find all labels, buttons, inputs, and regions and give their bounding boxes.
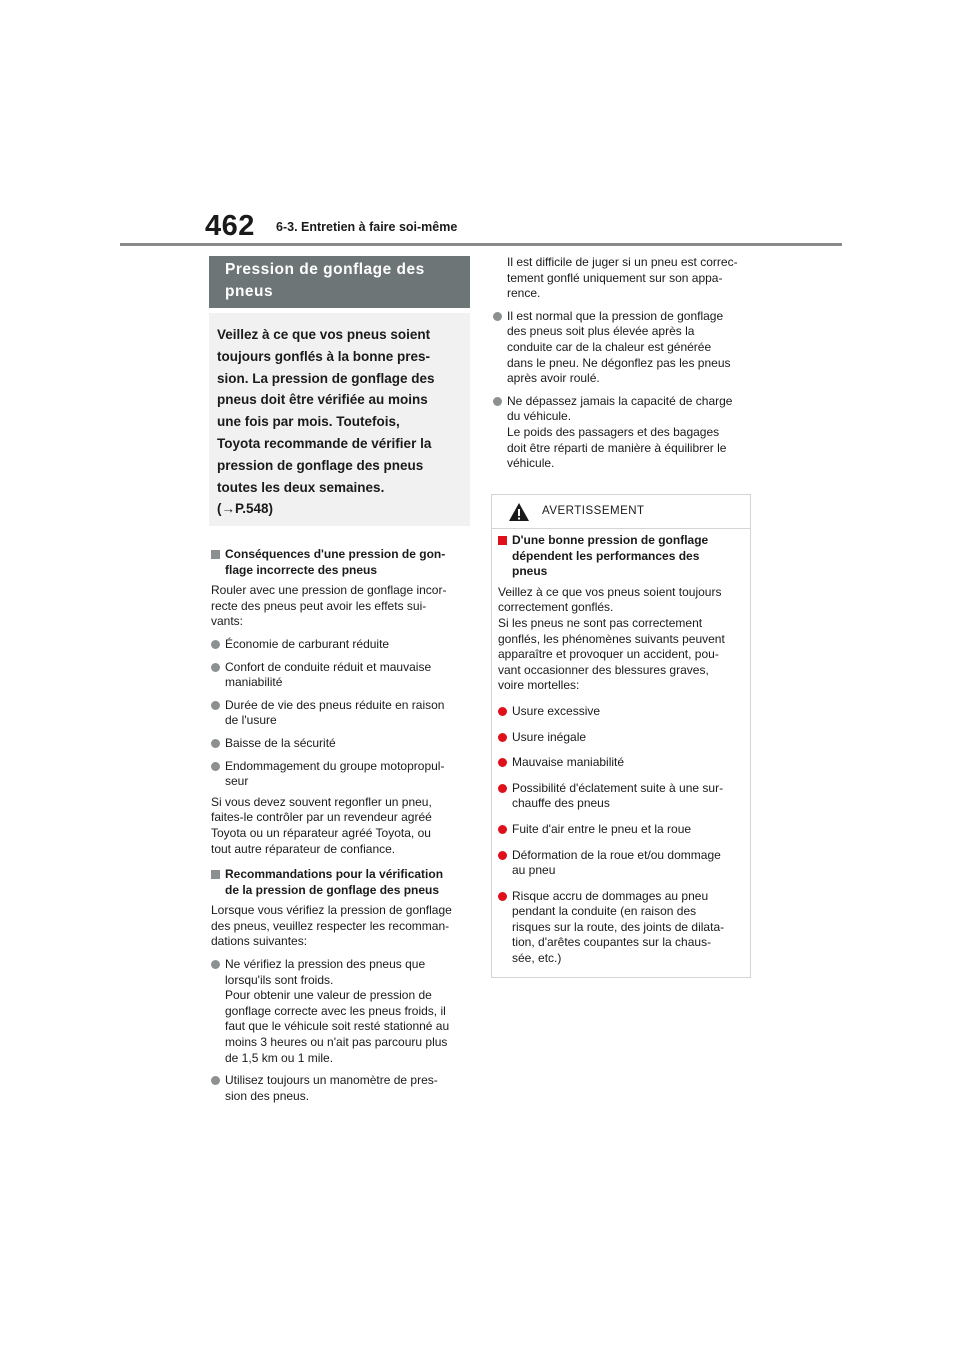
text-line: Usure excessive [512,703,601,718]
intro-line: une fois par mois. Toutefois, [217,414,400,430]
page-number: 462 [205,210,255,242]
text-line: gonflés, les phénomènes suivants peuvent [498,631,725,646]
bullet-icon [211,663,220,672]
text-line: rence. [507,286,541,301]
bullet-icon [498,784,507,793]
text-line: Toyota ou un réparateur agréé Toyota, ou [211,825,431,840]
bullet-icon [211,640,220,649]
intro-line: pneus doit être vérifiée au moins [217,392,428,408]
list-item [498,704,744,720]
text-line: apparaître et provoquer un accident, pou- [498,647,719,662]
bullet-icon [498,892,507,901]
list-item [211,957,473,1066]
text-line: doit être réparti de manière à équilibrer le [507,440,727,455]
text-line: recte des pneus peut avoir les effets sui- [211,598,427,613]
text-line: sée, etc.) [512,951,562,966]
bullet-icon [211,701,220,710]
text-line: Utilisez toujours un manomètre de pres- [225,1073,438,1088]
text-line: Il est normal que la pression de gonflage [507,308,724,323]
text-line: Lorsque vous vérifiez la pression de gonflage [211,903,452,918]
text-line: tion, d'arêtes coupantes sur la chaus- [512,935,712,950]
bullet-icon [498,851,507,860]
list-item [211,637,473,653]
text-line: Confort de conduite réduit et mauvaise [225,659,432,674]
text-line: Si les pneus ne sont pas correctement [498,615,703,630]
text-line: des pneus, veuillez respecter les recomman- [211,918,450,933]
text-line: moins 3 heures ou n'ait pas parcouru plus [225,1035,448,1050]
text-line: après avoir roulé. [507,371,600,386]
bullet-icon [211,739,220,748]
text-line: Déformation de la roue et/ou dommage [512,847,721,862]
warning-box [491,494,751,978]
section-title: 6-3. Entretien à faire soi-même [276,220,458,234]
text-line: lorsqu'ils sont froids. [225,972,334,987]
warning-triangle-icon [508,502,530,522]
section-title-bar [209,256,470,308]
title-line: pneus [225,283,274,300]
text-line: Le poids des passagers et des bagages [507,424,720,439]
list-item [498,848,744,879]
bullet-icon [498,707,507,716]
intro-line: Toyota recommande de vérifier la [217,435,432,451]
bullet-icon [498,733,507,742]
text-line: Mauvaise maniabilité [512,755,625,770]
paragraph-continued [493,255,755,302]
paragraph [211,795,473,857]
text-line: du véhicule. [507,409,572,424]
text-line: pendant la conduite (en raison des [512,904,697,919]
warning-label: AVERTISSEMENT [542,505,645,517]
list-item [498,781,744,812]
heading-line: Conséquences d'une pression de gon- [225,547,446,561]
bullet-icon [498,758,507,767]
right-column [493,255,755,472]
paragraph [211,903,473,950]
list-item [211,759,473,790]
heading-line: de la pression de gonflage des pneus [225,882,440,897]
bullet-icon [211,1076,220,1085]
text-line: Rouler avec une pression de gonflage incor- [211,583,447,598]
paragraph [498,585,744,694]
bullet-icon [493,397,502,406]
text-line: Économie de carburant réduite [225,636,390,651]
text-line: Possibilité d'éclatement suite à une sur- [512,780,724,795]
list-item [211,1073,473,1104]
text-line: de l'usure [225,713,277,728]
text-line: tement gonflé uniquement sur son appa- [507,270,723,285]
warning-heading [498,533,744,580]
text-line: au pneu [512,863,556,878]
bullet-icon [211,960,220,969]
list-item [211,698,473,729]
text-line: Ne dépassez jamais la capacité de charge [507,393,733,408]
text-line: Baisse de la sécurité [225,735,336,750]
text-line: des pneus soit plus élevée après la [507,324,695,339]
intro-box [209,313,470,526]
text-line: Veillez à ce que vos pneus soient toujours [498,584,722,599]
square-bullet-icon [211,870,220,879]
text-line: correctement gonflés. [498,600,614,615]
title-line: Pression de gonflage des [225,261,425,278]
list-item [211,736,473,752]
text-line: risques sur la route, des joints de dilata- [512,919,725,934]
heading-line: flage incorrecte des pneus [225,562,378,577]
text-line: Il est difficile de juger si un pneu est correc- [507,255,738,269]
warning-header [492,495,750,529]
heading-line: D'une bonne pression de gonflage [512,533,709,547]
text-line: Durée de vie des pneus réduite en raison [225,697,445,712]
heading-line: dépendent les performances des [512,548,700,563]
heading-line: pneus [512,564,548,579]
intro-line: toujours gonflés à la bonne pres- [217,348,431,364]
intro-line: sion. La pression de gonflage des [217,370,435,386]
text-line: conduite car de la chaleur est générée [507,339,712,354]
paragraph [211,583,473,630]
list-item [211,660,473,691]
intro-line: toutes les deux semaines. [217,479,385,495]
square-bullet-icon [211,550,220,559]
text-line: dans le pneu. Ne dégonflez pas les pneus [507,355,731,370]
text-line: Fuite d'air entre le pneu et la roue [512,821,692,836]
text-line: sion des pneus. [225,1088,310,1103]
bullet-icon [498,825,507,834]
text-line: chauffe des pneus [512,796,610,811]
left-column [211,547,473,1104]
text-line: Ne vérifiez la pression des pneus que [225,957,426,972]
text-line: faut que le véhicule soit resté stationné au [225,1019,450,1034]
list-item [498,755,744,771]
header-divider [120,243,842,246]
text-line: voire mortelles: [498,678,580,693]
intro-line: pression de gonflage des pneus [217,457,424,473]
text-line: Si vous devez souvent regonfler un pneu, [211,794,432,809]
text-line: Pour obtenir une valeur de pression de [225,988,432,1003]
square-bullet-icon [498,536,507,545]
text-line: dations suivantes: [211,934,308,949]
text-line: faites-le contrôler par un revendeur agréé [211,810,432,825]
bullet-icon [493,312,502,321]
intro-line: Veillez à ce que vos pneus soient [217,327,431,342]
list-item [493,309,755,387]
list-item [498,889,744,967]
text-line: véhicule. [507,456,555,471]
text-line: Endommagement du groupe motopropul- [225,758,445,773]
heading-line: Recommandations pour la vérification [225,867,444,882]
text-line: gonflage correcte avec les pneus froids, il [225,1003,446,1018]
bullet-icon [211,762,220,771]
list-item [498,730,744,746]
warning-body [492,533,750,967]
text-line: tout autre réparateur de confiance. [211,841,396,856]
list-item [498,822,744,838]
text-line: maniabilité [225,675,283,690]
list-item [493,394,755,472]
text-line: vant occasionner des blessures graves, [498,662,709,677]
subheading-consequences [211,547,473,578]
text-line: de 1,5 km ou 1 mile. [225,1050,334,1065]
text-line: Usure inégale [512,729,587,744]
text-line: vants: [211,614,244,629]
text-line: seur [225,774,249,789]
page-reference-link[interactable]: (→P.548) [217,501,274,517]
text-line: Risque accru de dommages au pneu [512,888,709,903]
subheading-recommendations [211,867,473,898]
